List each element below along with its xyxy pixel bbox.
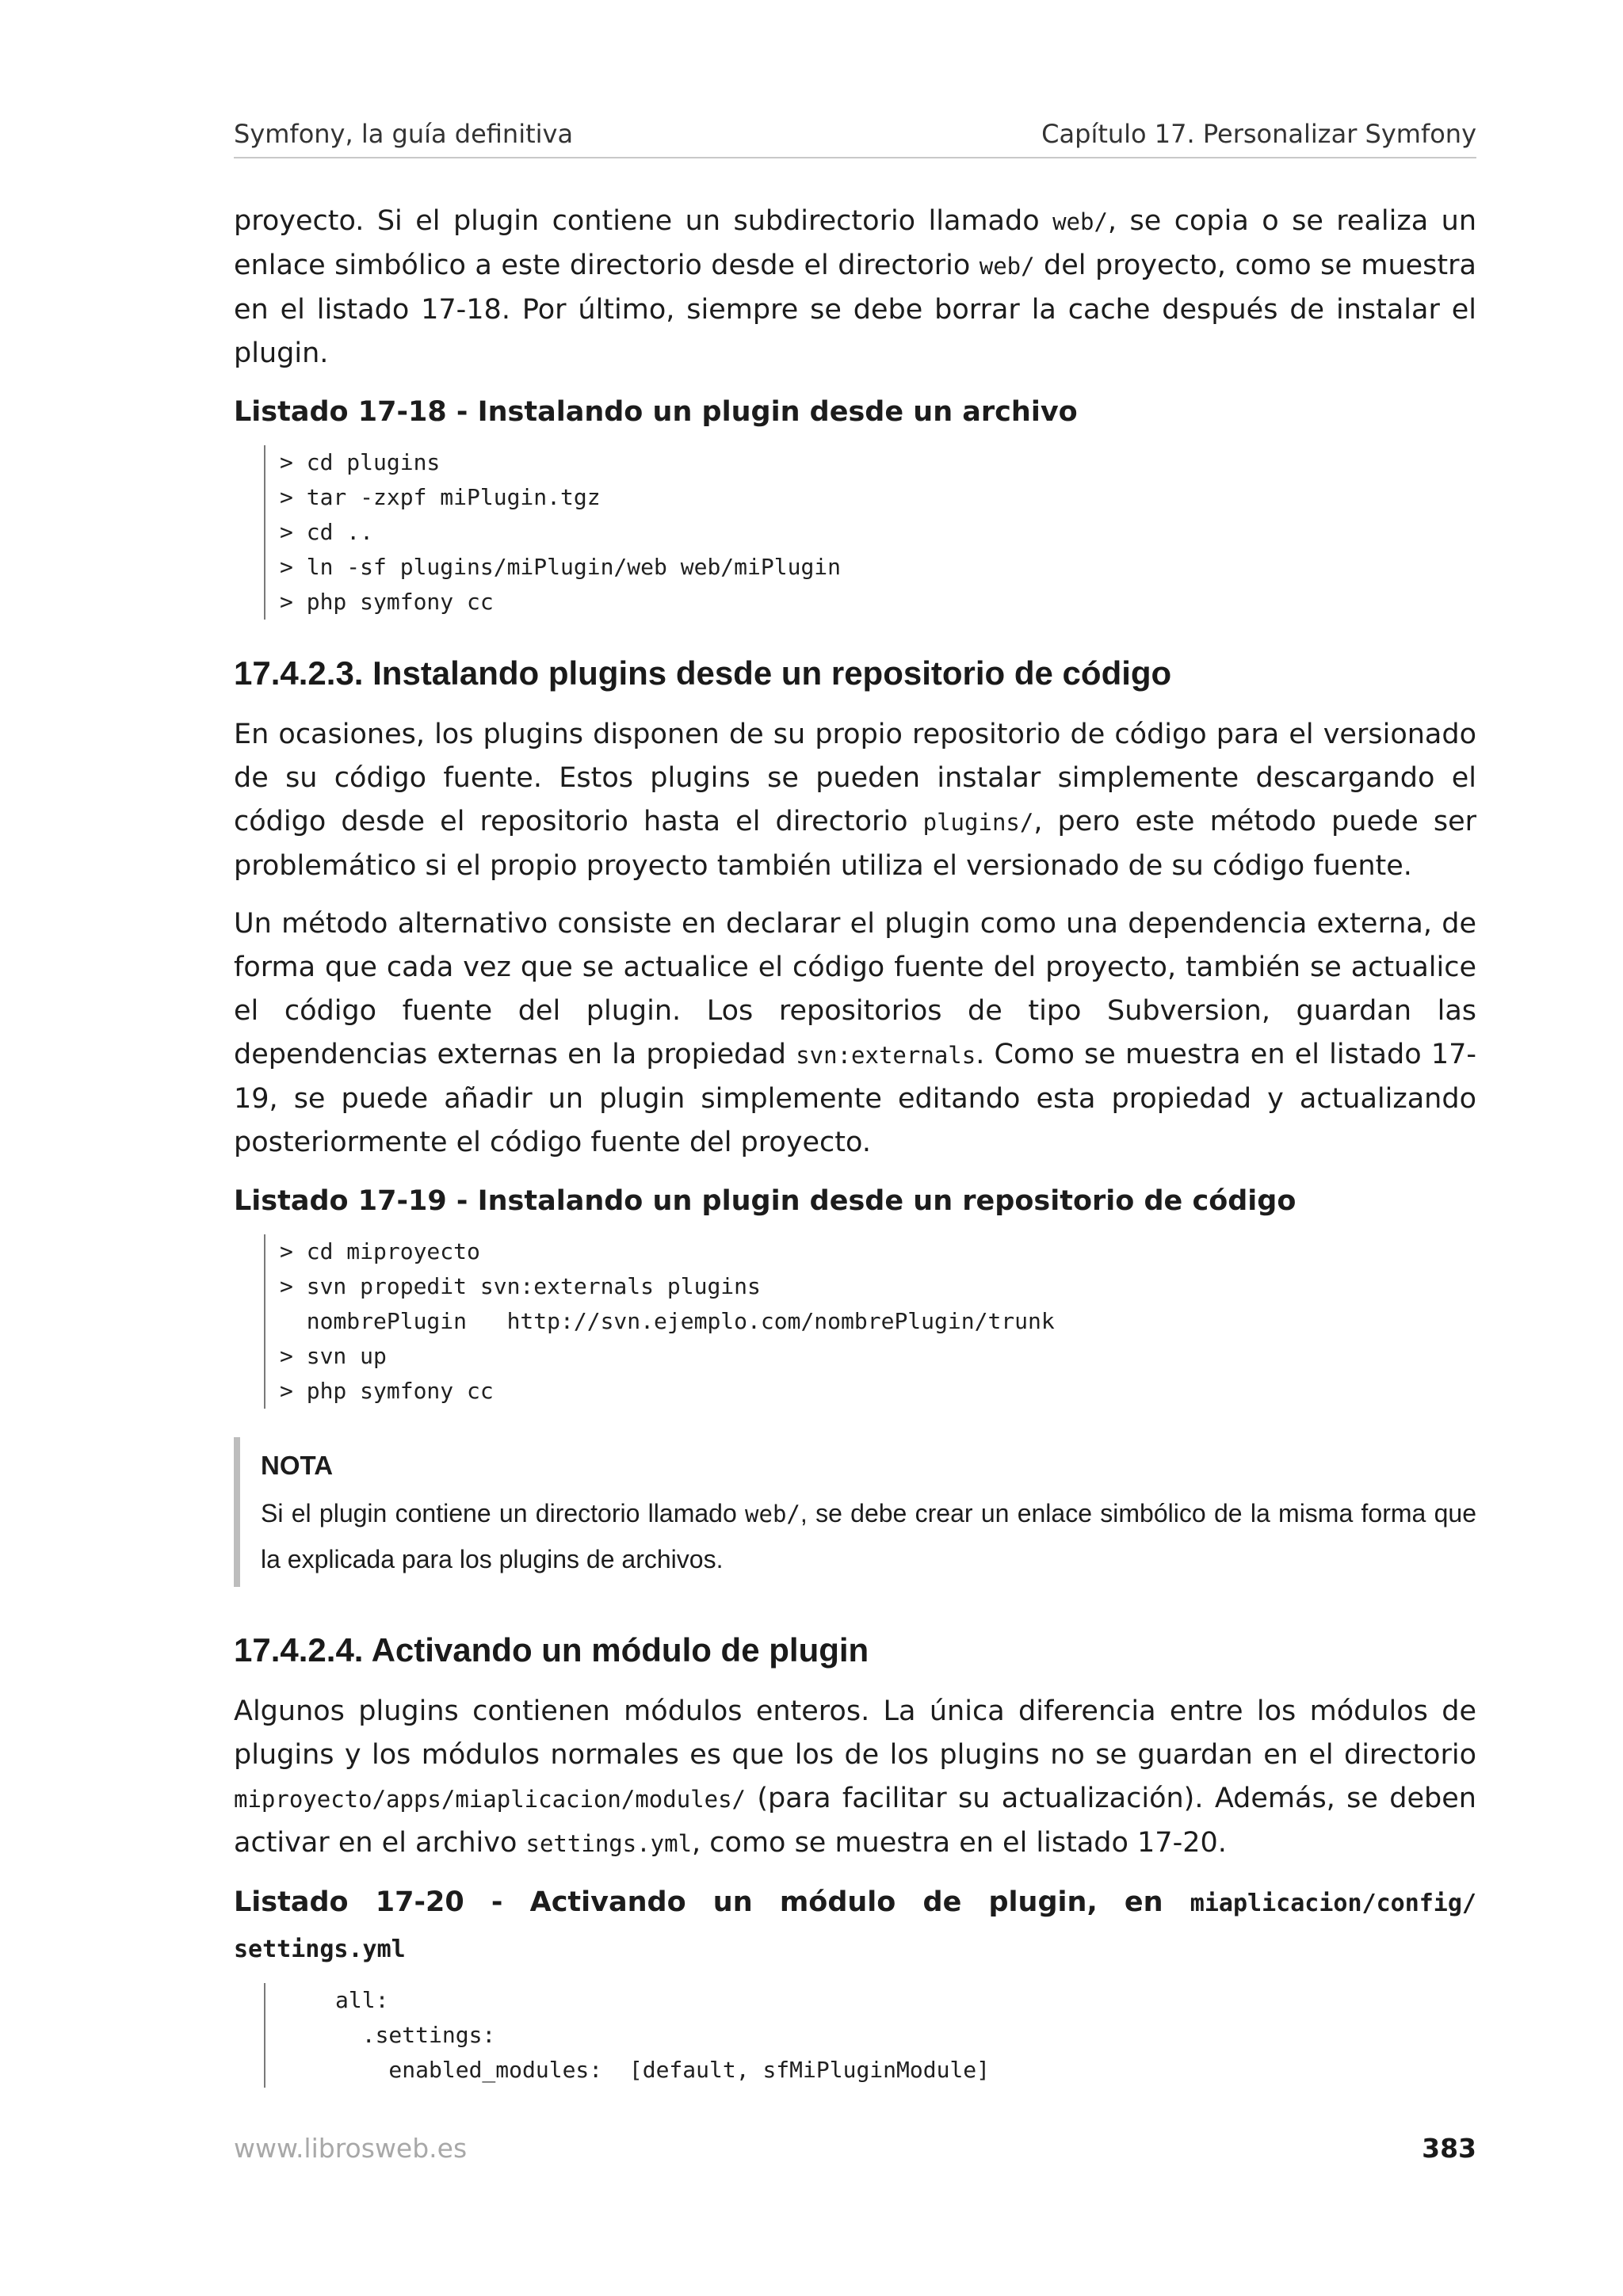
inline-code: settings.yml bbox=[234, 1936, 406, 1963]
code-line: > tar -zxpf miPlugin.tgz bbox=[280, 484, 601, 510]
code-block-17-18 bbox=[264, 445, 1476, 620]
page-footer bbox=[234, 2133, 1476, 2172]
text-run: , como se muestra en el listado 17-20. bbox=[692, 1827, 1227, 1859]
running-header bbox=[234, 119, 1476, 158]
text-run: Un método alternativo consiste en declarar el plugin como una dependencia externa, de forma que cada vez que se actualice el código fuente del proyecto, también se actualice el código fuente del plugin. Los repositorios de tipo Subversion, guardan las dependencias externas en la propiedad bbox=[234, 908, 1476, 1070]
section-heading-17-4-2-4: 17.4.2.4. Activando un módulo de plugin bbox=[234, 1631, 869, 1669]
text-run: proyecto. Si el plugin contiene un subdirectorio llamado bbox=[234, 205, 1053, 237]
text-run: , se copia o se realiza un enlace simbólico a este directorio desde el directorio bbox=[234, 205, 1476, 281]
code-line: > php symfony cc bbox=[280, 1378, 494, 1404]
footer-site: www.librosweb.es bbox=[234, 2133, 468, 2164]
listing-caption-17-20-continued bbox=[234, 1926, 1476, 1972]
note-box bbox=[234, 1437, 1476, 1587]
inline-code: plugins/ bbox=[922, 809, 1034, 836]
code-line: all: bbox=[335, 1987, 389, 2013]
section-paragraph bbox=[234, 1690, 1476, 1866]
text-run: , pero este método puede ser problemático si el propio proyecto también utiliza el versionado de su código fuente. bbox=[234, 806, 1477, 882]
code-line: > svn propedit svn:externals plugins bbox=[280, 1273, 761, 1299]
inline-code: web/ bbox=[979, 253, 1035, 280]
section-heading-17-4-2-3: 17.4.2.3. Instalando plugins desde un repositorio de código bbox=[234, 654, 1172, 692]
code-line: > ln -sf plugins/miPlugin/web web/miPlugin bbox=[280, 554, 842, 580]
inline-code: miproyecto/apps/miaplicacion/modules/ bbox=[234, 1786, 747, 1813]
text-run: Si el plugin contiene un directorio llamado bbox=[261, 1499, 746, 1527]
listing-caption-17-19: Listado 17-19 - Instalando un plugin desde un repositorio de código bbox=[234, 1185, 1296, 1217]
text-run: del proyecto, como se muestra en el listado 17-18. Por último, siempre se debe borrar la cache después de instalar el plugin. bbox=[234, 250, 1476, 369]
inline-code: miaplicacion/config/ bbox=[1190, 1890, 1476, 1917]
code-block-17-19 bbox=[264, 1234, 1476, 1409]
text-run: , se debe crear un enlace simbólico de la misma forma que la explicada para los plugins de archivos. bbox=[261, 1499, 1477, 1573]
inline-code: svn:externals bbox=[796, 1042, 976, 1069]
inline-code: web/ bbox=[1052, 208, 1108, 235]
text-run: Algunos plugins contienen módulos enteros. La única diferencia entre los módulos de plugins y los módulos normales es que los de los plugins no se guardan en el directorio bbox=[234, 1695, 1476, 1771]
code-line: enabled_modules: [default, sfMiPluginModule] bbox=[335, 2057, 991, 2083]
code-line: nombrePlugin http://svn.ejemplo.com/nombrePlugin/trunk bbox=[280, 1308, 1055, 1334]
text-run: . Como se muestra en el listado 17-19, se puede añadir un plugin simplemente editando esta propiedad y actualizando posteriormente el código fuente del proyecto. bbox=[234, 1039, 1476, 1158]
note-text bbox=[261, 1491, 1476, 1582]
section-paragraph bbox=[234, 902, 1476, 1165]
listing-caption-17-18: Listado 17-18 - Instalando un plugin desde un archivo bbox=[234, 396, 1078, 428]
inline-code: web/ bbox=[745, 1501, 800, 1527]
listing-caption-17-20 bbox=[234, 1880, 1476, 1926]
page-number: 383 bbox=[1422, 2133, 1476, 2164]
book-title: Symfony, la guía definitiva bbox=[234, 119, 574, 149]
chapter-title: Capítulo 17. Personalizar Symfony bbox=[1041, 119, 1476, 149]
code-line: > cd plugins bbox=[280, 449, 441, 475]
code-line: .settings: bbox=[335, 2022, 496, 2048]
code-block-17-20 bbox=[264, 1983, 1476, 2088]
page-body bbox=[234, 200, 1476, 2116]
inline-code: settings.yml bbox=[525, 1830, 693, 1857]
code-line: > cd miproyecto bbox=[280, 1238, 480, 1264]
text-run: (para facilitar su actualización). Además, se deben activar en el archivo bbox=[234, 1783, 1476, 1859]
code-line: > cd .. bbox=[280, 519, 374, 545]
note-title: NOTA bbox=[261, 1451, 334, 1480]
code-line: > svn up bbox=[280, 1343, 387, 1369]
code-line: > php symfony cc bbox=[280, 589, 494, 615]
text-run: Listado 17-20 - Activando un módulo de plugin, en bbox=[234, 1886, 1190, 1918]
section-paragraph bbox=[234, 713, 1476, 888]
intro-paragraph bbox=[234, 200, 1476, 376]
text-run: En ocasiones, los plugins disponen de su propio repositorio de código para el versionado de su código fuente. Estos plugins se pueden instalar simplemente descargando el código desde el repositorio hasta el directorio bbox=[234, 719, 1476, 837]
